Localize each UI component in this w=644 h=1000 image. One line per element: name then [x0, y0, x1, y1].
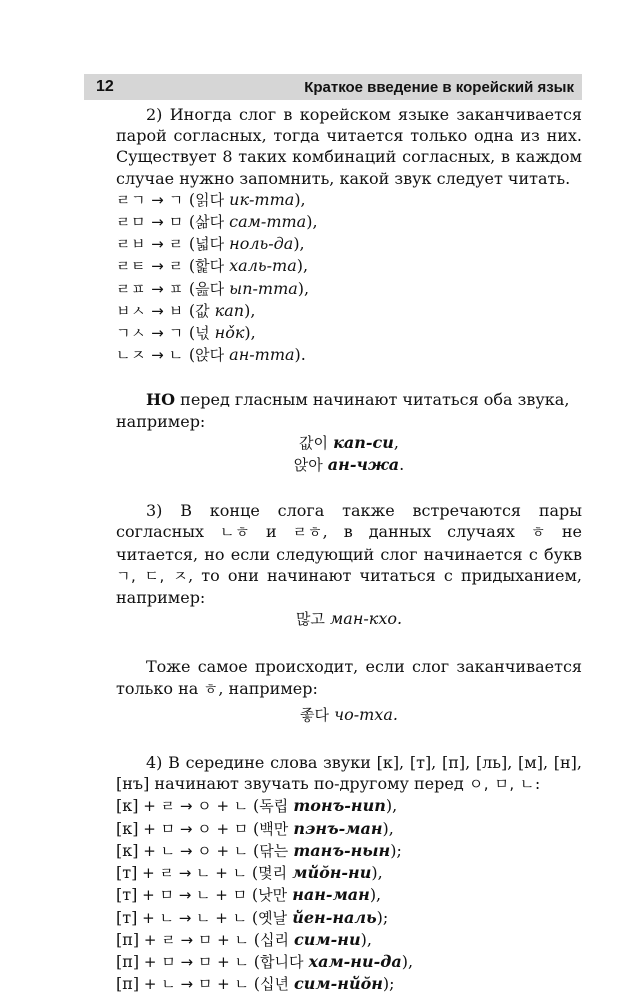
assimilation-rule-item: [т] + ㅁ → ㄴ + ㅁ (낫만 нан-ман), [116, 885, 382, 905]
rule: + ㄹ → ㅁ + ㄴ [139, 930, 254, 949]
pair-to: ㄹ [168, 257, 184, 276]
pair-to: ㄹ [168, 235, 184, 254]
korean-word: 독립 [259, 797, 289, 816]
pair-from: ㄹㅌ [116, 257, 146, 276]
korean-word: 삶다 [195, 213, 225, 232]
romanization-bold: нан-ман [292, 885, 370, 905]
romanization: ик-тта [229, 189, 295, 209]
korean-word: 백만 [259, 819, 289, 838]
romanization: халь-та [229, 256, 297, 276]
s3-text-c: и [250, 522, 293, 542]
romanization [292, 908, 376, 927]
pair-from: ㄹㅁ [116, 213, 146, 232]
pair-from: ㄹㄱ [116, 190, 146, 209]
korean-word: 십리 [259, 930, 289, 949]
note-examples [116, 432, 582, 476]
korean-word: 읽다 [195, 190, 225, 209]
example-korean: 앉아 [293, 456, 323, 475]
assimilation-rule-item: [п] + ㅁ → ㅁ + ㄴ (합니다 хам-ни-да), [116, 951, 414, 971]
example-romanization [328, 455, 399, 474]
example2-romanization: чо-тха. [334, 704, 398, 724]
item-end: ); [390, 840, 402, 860]
s3-jamo-b: ㄴㅎ [220, 523, 251, 542]
pair-from: ㄹㅂ [116, 235, 146, 254]
korean-word: 읊다 [195, 279, 225, 298]
consonant-pair-item: ㄹㄱ → ㄱ (읽다 ик-тта), [116, 189, 306, 209]
rule: + ㄹ → ㄴ + ㄴ [137, 864, 252, 883]
rule: + ㅁ → ㅁ + ㄴ [139, 952, 254, 971]
sound: [к] [116, 796, 139, 816]
arrow-icon: → [151, 324, 164, 343]
romanization: ан-тта [229, 345, 295, 365]
assimilation-rule-item: [к] + ㅁ → ㅇ + ㅁ (백만 пэнъ-ман), [116, 818, 394, 838]
section3-paragraph1 [116, 500, 582, 608]
pair-to: ㅍ [168, 279, 184, 298]
sound: [к] [116, 840, 139, 860]
item-end: ), [382, 818, 394, 838]
consonant-pair-item: ㅂㅅ → ㅂ (값 кап), [116, 300, 256, 320]
pair-to: ㅂ [168, 301, 184, 320]
romanization: сам-тта [229, 212, 307, 232]
romanization: кап [214, 300, 245, 320]
arrow-icon: → [151, 301, 164, 320]
romanization-bold: хам-ни-да [308, 951, 402, 971]
section3-example2 [116, 704, 582, 726]
s3-text-a: 3) В конце слога также встречаются пары согласных [116, 501, 582, 542]
s4-jamo: ㅇ, ㅁ, ㄴ [468, 775, 535, 794]
assimilation-rule-item: [п] + ㄴ → ㅁ + ㄴ (십년 сим-нйŏн); [116, 974, 395, 994]
consonant-pair-item: ㄱㅅ → ㄱ (넋 нǒк), [116, 323, 256, 343]
romanization-bold: сим-нйŏн [294, 974, 383, 994]
note-text: перед гласным начинают читаться оба звука, например: [116, 390, 570, 431]
pair-to: ㅁ [168, 213, 184, 232]
note-example: 값이 кап-си, [298, 432, 399, 452]
assimilation-rule-list [116, 795, 582, 995]
running-title: Краткое введение в корейский язык [304, 78, 574, 96]
sound: [п] [116, 929, 140, 949]
romanization: нǒк [214, 323, 245, 343]
korean-word: 값 [195, 301, 210, 320]
rule: + ㄴ → ㅁ + ㄴ [139, 975, 254, 994]
s3-text-e: , в данных случаях [322, 522, 531, 542]
korean-word: 핥다 [195, 257, 225, 276]
pair-from: ㄱㅅ [116, 324, 146, 343]
arrow-icon: → [151, 190, 164, 209]
assimilation-rule-item: [к] + ㄴ → ㅇ + ㄴ (닦는 танъ-нын); [116, 840, 402, 860]
korean-word: 넋 [195, 324, 210, 343]
assimilation-rule-item: [к] + ㄹ → ㅇ + ㄴ (독립 тонъ-нип), [116, 796, 398, 816]
item-end: ), [371, 863, 383, 883]
korean-word: 옛날 [258, 908, 288, 927]
section3-example1 [116, 608, 582, 630]
rule: + ㄴ → ㅇ + ㄴ [138, 841, 254, 860]
korean-word: 앉다 [195, 346, 225, 365]
page-number: 12 [96, 78, 114, 95]
romanization [294, 930, 361, 949]
romanization-bold: сим-ни [294, 929, 361, 949]
pair-from: ㅂㅅ [116, 301, 146, 320]
rule: + ㅁ → ㅇ + ㅁ [138, 819, 254, 838]
pair-from: ㄹㅍ [116, 279, 146, 298]
korean-word: 몇리 [258, 864, 288, 883]
pair-to: ㄱ [168, 190, 184, 209]
sound: [т] [116, 907, 138, 927]
note-bold: НО [146, 390, 176, 410]
s3-text-g: не читается, но если следующий слог начинается с букв [116, 522, 582, 564]
section4-intro [116, 752, 582, 795]
s3-jamo-d: ㄹㅎ [292, 523, 323, 542]
rule: + ㄹ → ㅇ + ㄴ [138, 797, 254, 816]
item-end: ), [360, 929, 372, 949]
rule: + ㅁ → ㄴ + ㅁ [137, 886, 252, 905]
example-romanization-bold: кап-си [333, 432, 394, 452]
note-example: 앉아 ан-чжа. [293, 455, 405, 475]
romanization-bold: мйŏн-ни [292, 863, 372, 883]
romanization [292, 863, 371, 882]
romanization [309, 952, 402, 971]
romanization [293, 796, 385, 815]
s3-text-i: , то они начинают читаться с придыханием, например: [116, 565, 583, 608]
pair-to: ㄴ [168, 346, 184, 365]
arrow-icon: → [151, 257, 164, 276]
romanization-bold: пэнъ-ман [293, 818, 383, 838]
s3p2-jamo: ㅎ [203, 679, 219, 698]
example2-korean: 좋다 [300, 705, 330, 724]
assimilation-rule-item: [т] + ㄹ → ㄴ + ㄴ (몇리 мйŏн-ни), [116, 863, 383, 883]
sound: [к] [116, 818, 139, 838]
s3p2-text-c: , например: [218, 678, 318, 698]
romanization-bold: танъ-нын [293, 840, 391, 860]
section2-intro: 2) Иногда слог в корейском языке заканчивается парой согласных, тогда читается только одна из них. Существует 8 таких комбинаций согласных, в каждом случае нужно запомнить, какой звук следует читать. [116, 105, 582, 188]
item-end: ); [376, 907, 389, 927]
s3-jamo-f: ㅎ [530, 523, 546, 542]
consonant-pair-list [116, 189, 582, 367]
running-header [84, 74, 582, 100]
item-end: ), [369, 885, 382, 905]
example-romanization-bold: ан-чжа [327, 455, 400, 475]
consonant-pair-item: ㄴㅈ → ㄴ (앉다 ан-тта). [116, 345, 306, 365]
korean-word: 합니다 [259, 952, 304, 971]
example-korean: 값이 [298, 433, 328, 452]
sound: [т] [116, 885, 138, 905]
arrow-icon: → [151, 235, 164, 254]
sound: [п] [116, 951, 140, 971]
pair-from: ㄴㅈ [116, 346, 146, 365]
romanization-bold: тонъ-нип [293, 796, 386, 816]
item-end: ); [382, 974, 395, 994]
romanization: ноль-да [229, 234, 294, 254]
korean-word: 낫만 [258, 886, 288, 905]
item-end: ), [401, 951, 414, 971]
consonant-pair-item: ㄹㅂ → ㄹ (넓다 ноль-да), [116, 234, 305, 254]
item-end: ), [385, 796, 398, 816]
assimilation-rule-item: [т] + ㄴ → ㄴ + ㄴ (옛날 йен-наль); [116, 907, 389, 927]
korean-word: 십년 [259, 975, 289, 994]
rule: + ㄴ → ㄴ + ㄴ [137, 908, 252, 927]
romanization [294, 974, 383, 993]
example1-korean: 많고 [295, 610, 325, 629]
consonant-pair-item: ㄹㅁ → ㅁ (삶다 сам-тта), [116, 212, 318, 232]
arrow-icon: → [151, 346, 164, 365]
pair-to: ㄱ [168, 324, 184, 343]
romanization [293, 841, 390, 860]
sound: [т] [116, 863, 138, 883]
romanization [292, 885, 370, 904]
page-body [116, 104, 582, 995]
assimilation-rule-item: [п] + ㄹ → ㅁ + ㄴ (십리 сим-ни), [116, 929, 372, 949]
arrow-icon: → [151, 213, 164, 232]
s4-text-c: : [534, 774, 541, 794]
romanization [293, 819, 382, 838]
korean-word: 닦는 [259, 841, 289, 860]
sound: [п] [116, 974, 140, 994]
example-romanization [333, 433, 394, 452]
section3-paragraph2 [116, 656, 582, 699]
example1-romanization: ман-кхо. [330, 609, 403, 629]
s3p2-text-a: Тоже самое происходит, если слог заканчивается только на [116, 657, 582, 698]
s3-jamo-h: ㄱ, ㄷ, ㅈ [116, 566, 189, 585]
consonant-pair-item: ㄹㅍ → ㅍ (읊다 ып-тта), [116, 278, 310, 298]
arrow-icon: → [151, 279, 164, 298]
consonant-pair-item: ㄹㅌ → ㄹ (핥다 халь-та), [116, 256, 309, 276]
romanization: ып-тта [229, 278, 298, 298]
korean-word: 넓다 [195, 235, 225, 254]
romanization-bold: йен-наль [292, 907, 377, 927]
section2-note [116, 389, 582, 431]
s4-text-a: 4) В середине слова звуки [к], [т], [п], [ль], [м], [н], [нъ] начинают звучать по-другому перед [116, 753, 582, 794]
